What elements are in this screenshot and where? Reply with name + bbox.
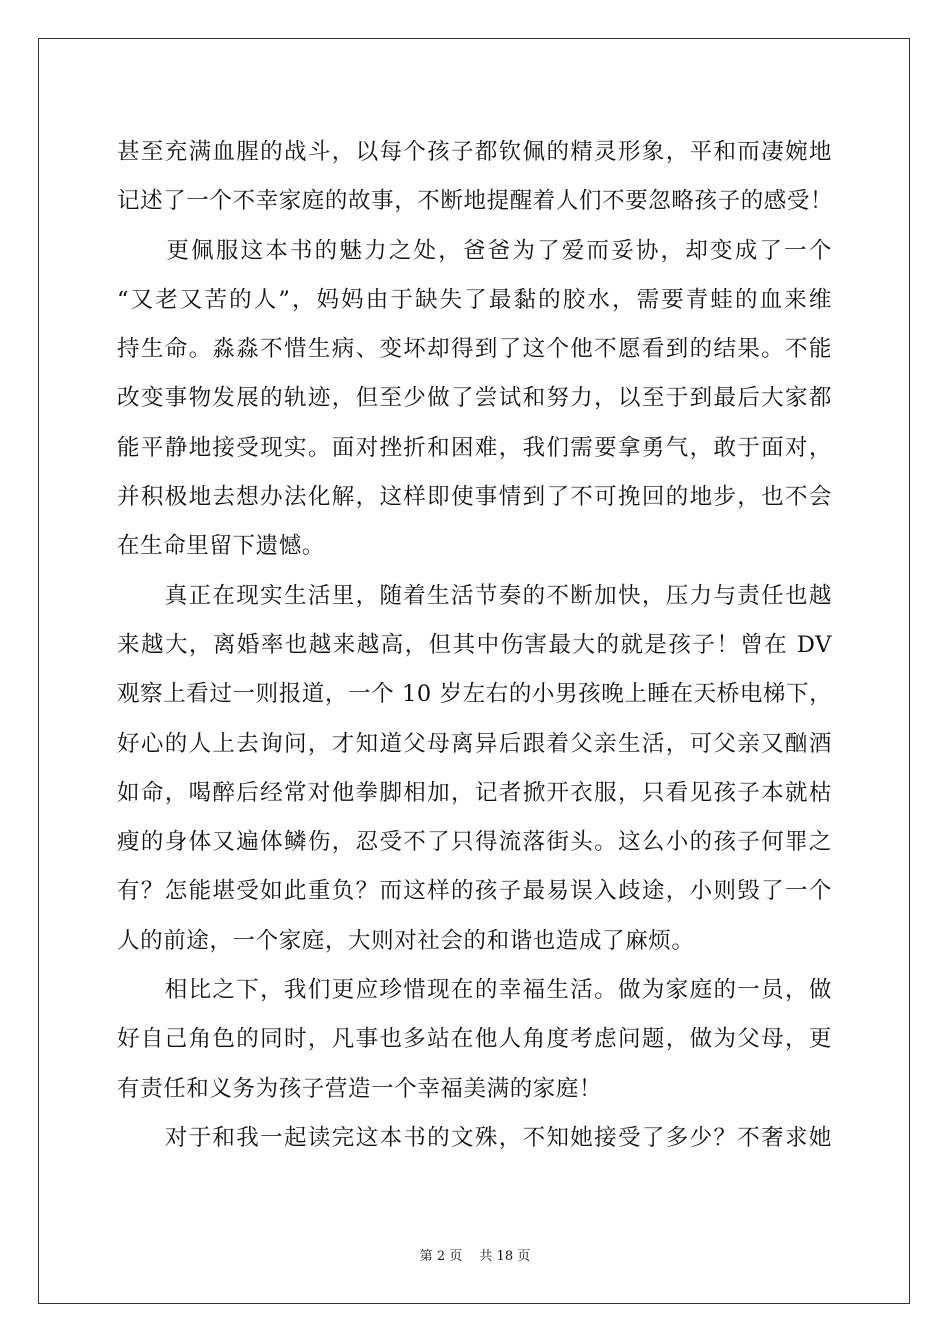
- text-line: 好自己角色的同时，凡事也多站在他人角度考虑问题，做为父母，更: [117, 1026, 832, 1053]
- text-line: 人的前途，一个家庭，大则对社会的和谐也造成了麻烦。: [117, 927, 695, 954]
- text-line: 对于和我一起读完这本书的文殊，不知她接受了多少？不奢求她: [117, 1124, 832, 1151]
- page-footer: 第 2 页 共 18 页: [419, 1249, 531, 1264]
- text-line: 甚至充满血腥的战斗，以每个孩子都钦佩的精灵形象，平和而凄婉地: [117, 139, 832, 165]
- text-line: 有？怎能堪受如此重负？而这样的孩子最易误入歧途，小则毁了一个: [117, 878, 832, 905]
- text-line: 有责任和义务为孩子营造一个幸福美满的家庭！: [117, 1075, 603, 1102]
- text-line: 并积极地去想办法化解，这样即使事情到了不可挽回的地步，也不会: [117, 484, 832, 511]
- text-line: 真正在现实生活里，随着生活节奏的不断加快，压力与责任也越: [117, 582, 832, 609]
- text-line: 更佩服这本书的魅力之处，爸爸为了爱而妥协，却变成了一个: [117, 237, 832, 264]
- text-line: 瘦的身体又遍体鳞伤，忍受不了只得流落街头。这么小的孩子何罪之: [117, 829, 832, 856]
- text-line: 在生命里留下遗憾。: [117, 533, 325, 560]
- text-line: 相比之下，我们更应珍惜现在的幸福生活。做为家庭的一员，做: [117, 977, 832, 1004]
- text-line: 记述了一个不幸家庭的故事，不断地提醒着人们不要忽略孩子的感受！: [117, 188, 834, 215]
- text-line: 来越大，离婚率也越来越高，但其中伤害最大的就是孩子！曾在 DV: [117, 631, 832, 658]
- text-line: “又老又苦的人”，妈妈由于缺失了最黏的胶水，需要青蛙的血来维: [117, 286, 832, 313]
- text-line: 如命，喝醉后经常对他拳脚相加，记者掀开衣服，只看见孩子本就枯: [117, 779, 832, 806]
- document-body: [117, 128, 832, 1163]
- text-line: 改变事物发展的轨迹，但至少做了尝试和努力，以至于到最后大家都: [117, 385, 832, 412]
- text-line: 能平静地接受现实。面对挫折和困难，我们需要拿勇气，敢于面对，: [117, 434, 832, 461]
- text-line: 观察上看过一则报道，一个 10 岁左右的小男孩晚上睡在天桥电梯下，: [117, 681, 833, 708]
- text-line: 好心的人上去询问，才知道父母离异后跟着父亲生活，可父亲又酗酒: [117, 730, 832, 757]
- text-line: 持生命。淼淼不惜生病、变坏却得到了这个他不愿看到的结果。不能: [117, 336, 832, 363]
